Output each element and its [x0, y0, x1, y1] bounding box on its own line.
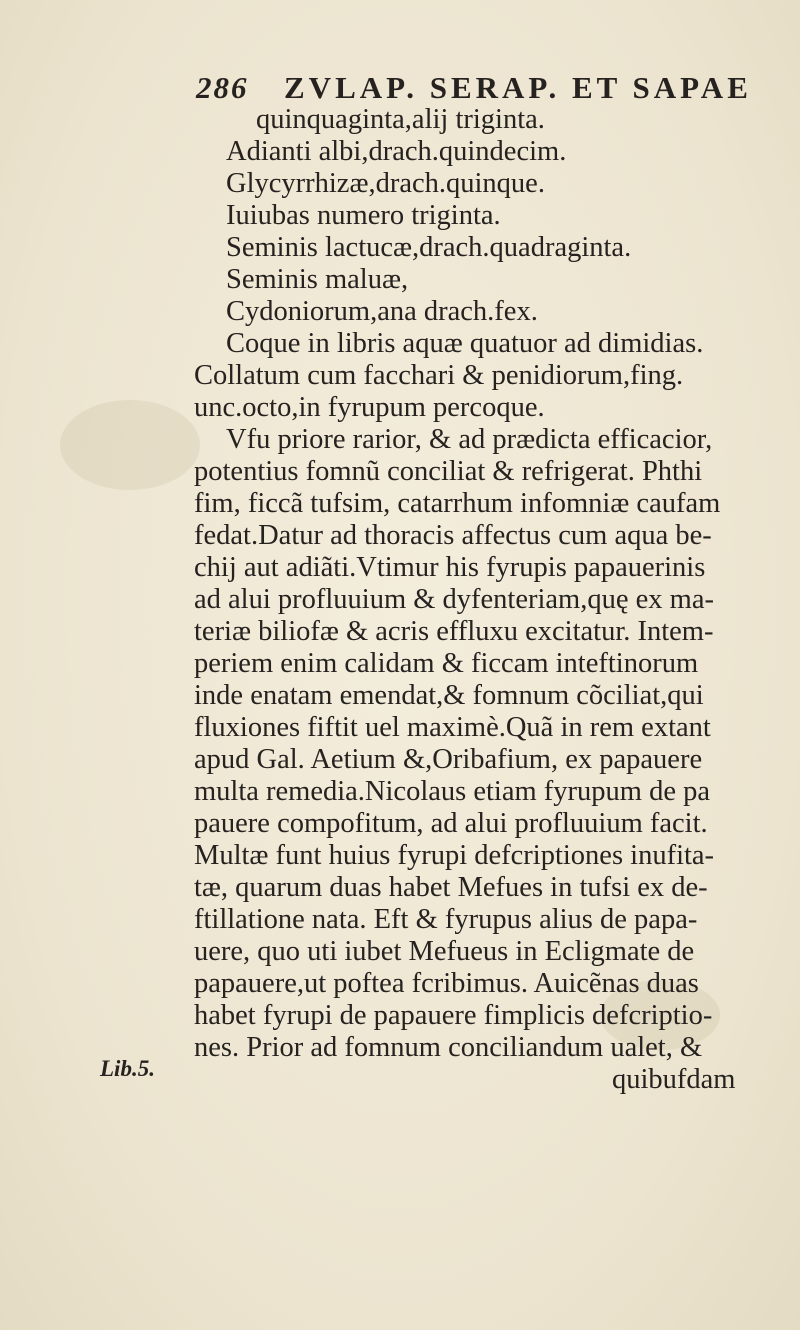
- running-title: ZVLAP. SERAP. ET SAPAE: [284, 70, 752, 105]
- text-line: pauere compofitum, ad alui profluuium facit.: [194, 808, 708, 839]
- text-line: inde enatam emendat,& fomnum cõciliat,qui: [194, 680, 704, 711]
- text-line: Collatum cum facchari & penidiorum,fing.: [194, 360, 684, 391]
- text-line: unc.octo,in fyrupum percoque.: [194, 392, 545, 423]
- text-line: habet fyrupi de papauere fimplicis defcriptio-: [194, 1000, 713, 1031]
- text-line: potentius fomnũ conciliat & refrigerat. Phthi: [194, 456, 703, 487]
- text-line: Iuiubas numero triginta.: [226, 200, 501, 231]
- text-line: nes. Prior ad fomnum conciliandum ualet, &: [194, 1032, 703, 1063]
- text-line: papauere,ut poftea fcribimus. Auicẽnas duas: [194, 968, 699, 999]
- page-number: 286: [196, 70, 249, 105]
- text-line: Multæ funt huius fyrupi defcriptiones inufita-: [194, 840, 715, 871]
- text-line: fim, ficcã tufsim, catarrhum infomniæ caufam: [194, 488, 721, 519]
- text-line: ad alui profluuium & dyfenteriam,quę ex ma-: [194, 584, 714, 615]
- text-line: Cydoniorum,ana drach.fex.: [226, 296, 538, 327]
- text-line: fluxiones fiftit uel maximè.Quã in rem extant: [194, 712, 711, 743]
- text-line: fedat.Datur ad thoracis affectus cum aqua be-: [194, 520, 712, 551]
- text-line: Adianti albi,drach.quindecim.: [226, 136, 567, 167]
- text-line: teriæ biliofæ & acris effluxu excitatur. Intem-: [194, 616, 714, 647]
- text-line: Coque in libris aquæ quatuor ad dimidias.: [226, 328, 704, 359]
- paper-stain: [60, 400, 200, 490]
- text-line: periem enim calidam & ficcam inteftinorum: [194, 648, 699, 679]
- text-line: Vfu priore rarior, & ad prædicta efficacior,: [226, 424, 713, 455]
- text-line: chij aut adiãti.Vtimur his fyrupis papauerinis: [194, 552, 706, 583]
- text-line: ftillatione nata. Eft & fyrupus alius de papa-: [194, 904, 698, 935]
- margin-note: Lib.5.: [100, 1056, 155, 1081]
- text-line: multa remedia.Nicolaus etiam fyrupum de pa: [194, 776, 710, 807]
- text-line: uere, quo uti iubet Mefueus in Ecligmate de: [194, 936, 695, 967]
- text-line: quinquaginta,alij triginta.: [256, 104, 545, 135]
- text-line: Seminis maluæ,: [226, 264, 409, 295]
- text-line: Glycyrrhizæ,drach.quinque.: [226, 168, 545, 199]
- text-line: apud Gal. Aetium &,Oribafium, ex papauere: [194, 744, 703, 775]
- text-line: Seminis lactucæ,drach.quadraginta.: [226, 232, 632, 263]
- text-line: tæ, quarum duas habet Mefues in tufsi ex de-: [194, 872, 708, 903]
- catchword: quibufdam: [612, 1064, 736, 1095]
